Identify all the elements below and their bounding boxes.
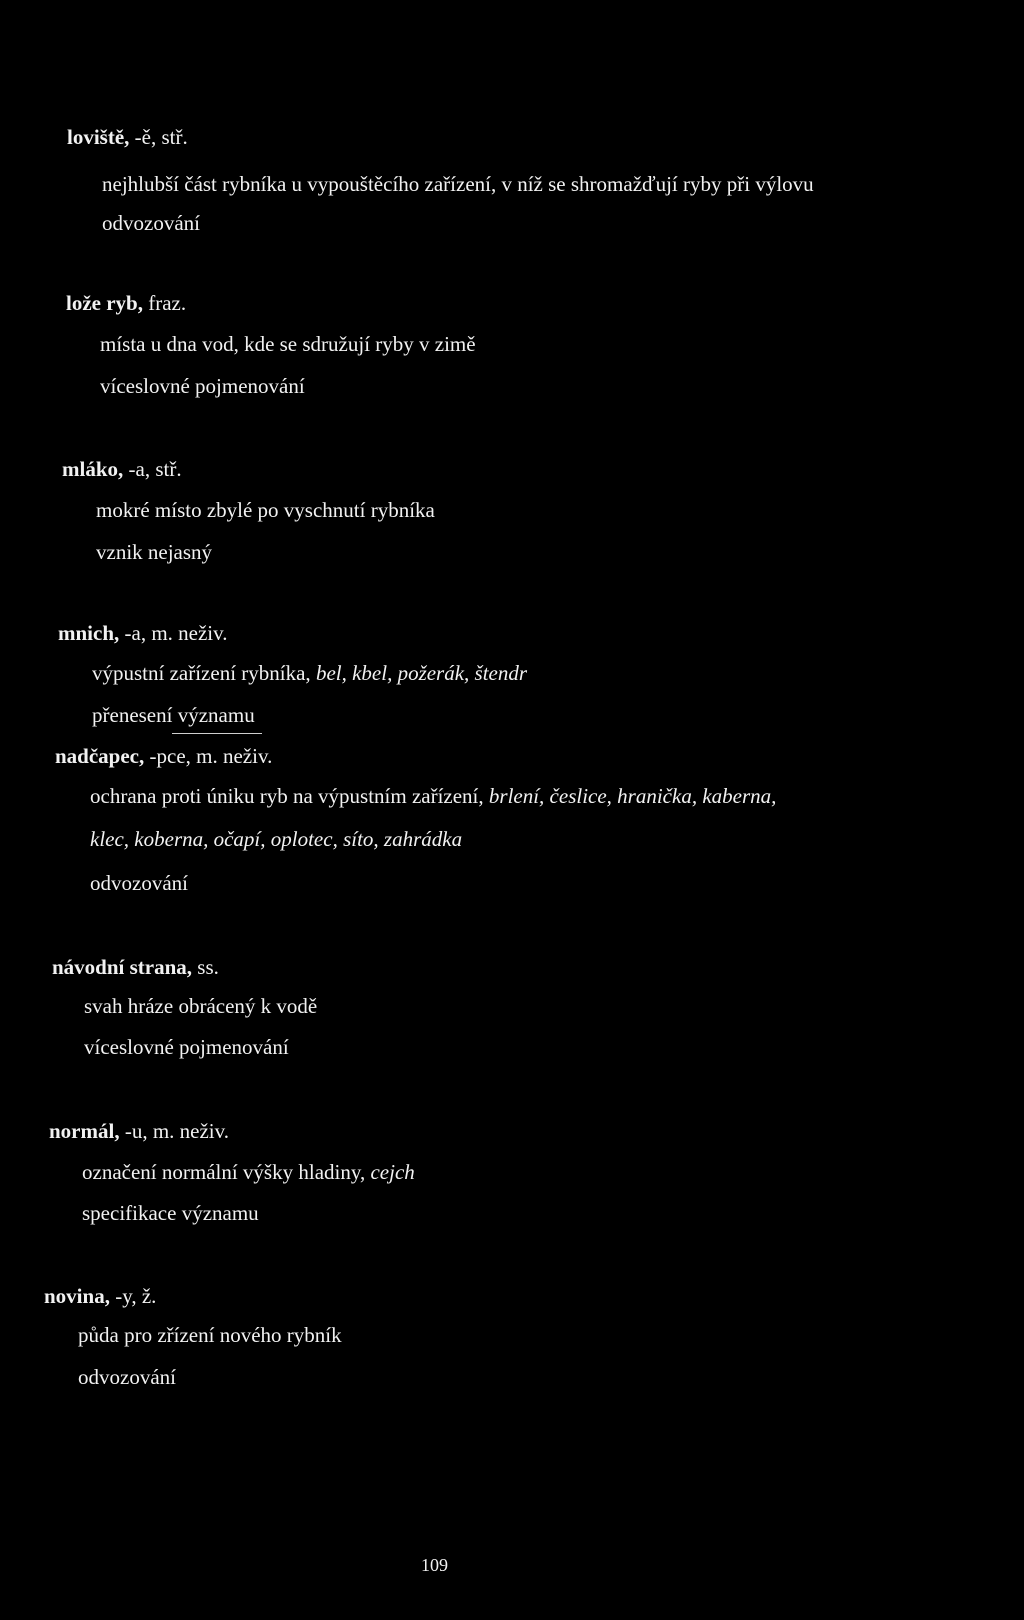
entry-category: vznik nejasný (96, 540, 213, 564)
entry-category: odvozování (102, 211, 200, 235)
lemma: normál, (49, 1119, 120, 1143)
entry-headword (55, 743, 272, 769)
entry-headword (67, 124, 188, 150)
synonyms: bel, kbel, požerák, štendr (315, 661, 528, 685)
definition-text: ochrana proti úniku ryb na výpustním zařízení, (90, 784, 489, 808)
entry-headword (66, 290, 186, 316)
page-number: 109 (421, 1555, 448, 1575)
grammar-info: fraz. (142, 291, 187, 315)
grammar-info: -a, m. neživ. (119, 621, 228, 645)
definition-text: výpustní zařízení rybníka, (92, 661, 316, 685)
grammar-info: ss. (192, 955, 219, 979)
entry-category: přenesení významu (92, 703, 255, 727)
lemma: mnich, (58, 621, 120, 645)
grammar-info: -y, ž. (109, 1284, 157, 1308)
synonyms: cejch (370, 1160, 415, 1184)
entry-definition: nejhlubší část rybníka u vypouštěcího zařízení, v níž se shromažďují ryby při výlovu (102, 172, 814, 196)
lemma: novina, (44, 1284, 110, 1308)
entry-definition (82, 1159, 415, 1185)
lemma: návodní strana, (52, 955, 193, 979)
grammar-info: -pce, m. neživ. (144, 744, 273, 768)
entry-headword (49, 1118, 229, 1144)
lemma: nadčapec, (55, 744, 145, 768)
entry-headword (44, 1283, 156, 1309)
grammar-info: -a, stř. (123, 457, 182, 481)
entry-definition (92, 660, 527, 686)
entry-headword (62, 456, 182, 482)
synonyms: brlení, česlice, hranička, kaberna, (488, 784, 777, 808)
entry-headword (58, 620, 228, 646)
entry-definition: svah hráze obrácený k vodě (84, 994, 318, 1018)
entry-category: víceslovné pojmenování (84, 1035, 289, 1059)
divider (172, 733, 262, 734)
entry-category: specifikace významu (82, 1201, 259, 1225)
entry-definition: půda pro zřízení nového rybník (78, 1323, 342, 1347)
entry-definition: místa u dna vod, kde se sdružují ryby v zimě (100, 332, 476, 356)
entry-definition: mokré místo zbylé po vyschnutí rybníka (96, 498, 435, 522)
entry-category: odvozování (90, 871, 188, 895)
lemma: lože ryb, (66, 291, 143, 315)
lemma: mláko, (62, 457, 124, 481)
grammar-info: -u, m. neživ. (119, 1119, 230, 1143)
synonyms-continued: klec, koberna, očapí, oplotec, síto, zahrádka (90, 827, 463, 851)
entry-category: víceslovné pojmenování (100, 374, 305, 398)
entry-definition (90, 783, 776, 809)
definition-text: označení normální výšky hladiny, (82, 1160, 371, 1184)
entry-headword (52, 954, 219, 980)
entry-category: odvozování (78, 1365, 176, 1389)
lemma: loviště, (67, 125, 130, 149)
grammar-info: -ě, stř. (129, 125, 188, 149)
